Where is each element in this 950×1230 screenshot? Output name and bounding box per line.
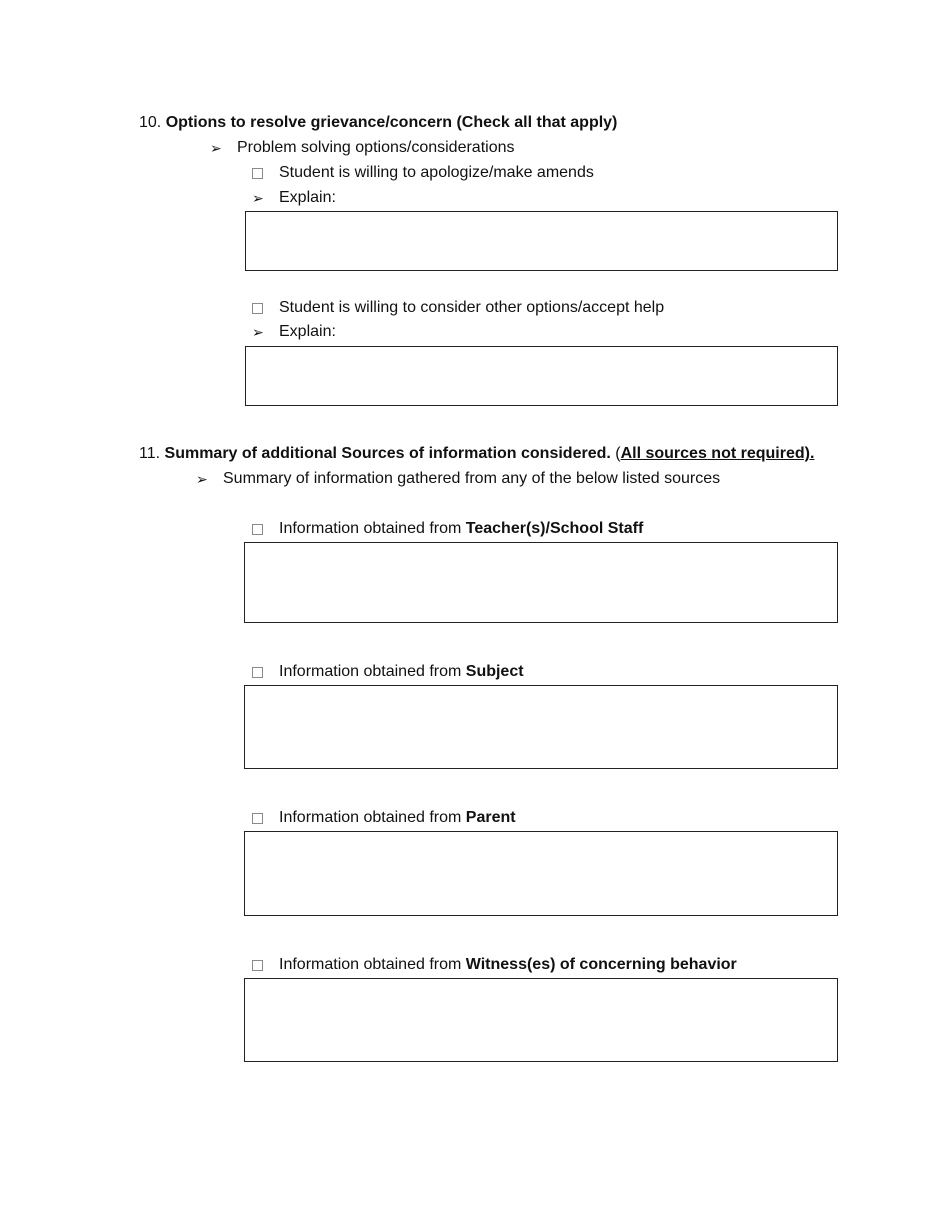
section-11-bullet: Summary of information gathered from any of the below listed sources	[223, 470, 721, 487]
source-witness-label: Information obtained from Witness(es) of concerning behavior	[279, 956, 737, 973]
witness-info-field[interactable]	[244, 978, 838, 1062]
teacher-source-checkbox[interactable]	[252, 524, 263, 535]
section-11-note-paren: (	[615, 445, 621, 462]
arrow-bullet-icon: ➢	[210, 140, 222, 156]
source-parent-label: Information obtained from Parent	[279, 809, 516, 826]
explain-label-2: Explain:	[279, 323, 336, 340]
section-11-title: Summary of additional Sources of information considered.	[164, 445, 611, 462]
consider-options-checkbox[interactable]	[252, 303, 263, 314]
section-10-number: 10.	[139, 114, 162, 131]
source-subject-label: Information obtained from Subject	[279, 663, 524, 680]
teacher-info-field[interactable]	[244, 542, 838, 623]
subject-info-field[interactable]	[244, 685, 838, 769]
section-11-heading	[139, 444, 814, 464]
option-consider-label: Student is willing to consider other options/accept help	[279, 299, 665, 316]
apologize-checkbox[interactable]	[252, 168, 263, 179]
arrow-bullet-icon: ➢	[252, 190, 264, 206]
parent-info-field[interactable]	[244, 831, 838, 916]
section-11-note: All sources not required).	[620, 445, 815, 462]
parent-source-checkbox[interactable]	[252, 813, 263, 824]
witness-source-checkbox[interactable]	[252, 960, 263, 971]
option-apologize-label: Student is willing to apologize/make amends	[279, 164, 594, 181]
section-10-heading	[139, 113, 617, 133]
section-10-bullet: Problem solving options/considerations	[237, 139, 515, 156]
section-11-number: 11.	[139, 445, 161, 462]
arrow-bullet-icon: ➢	[196, 471, 208, 487]
section-10-title: Options to resolve grievance/concern (Check all that apply)	[165, 114, 618, 131]
explain-field-apologize[interactable]	[245, 211, 838, 271]
source-teacher-label: Information obtained from Teacher(s)/School Staff	[279, 520, 644, 537]
explain-field-consider[interactable]	[245, 346, 838, 406]
explain-label-1: Explain:	[279, 189, 336, 206]
arrow-bullet-icon: ➢	[252, 324, 264, 340]
subject-source-checkbox[interactable]	[252, 667, 263, 678]
